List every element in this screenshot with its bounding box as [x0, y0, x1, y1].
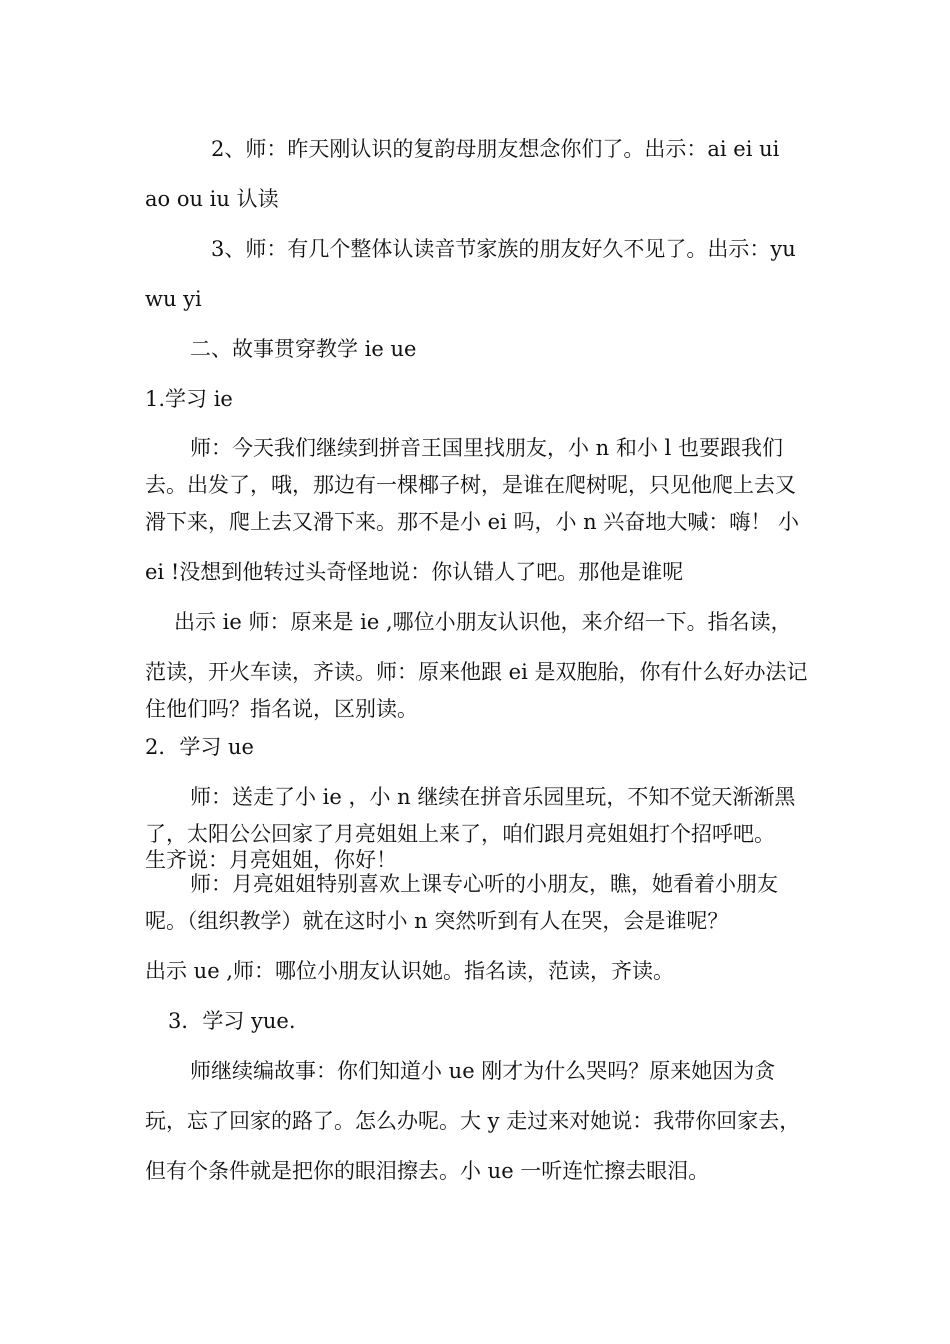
text-line: 范读，开火车读，齐读。师：原来他跟 ei 是双胞胎，你有什么好办法记: [145, 660, 808, 684]
text-line: 生齐说：月亮姐姐，你好！: [145, 848, 397, 872]
text-line: 师：今天我们继续到拼音王国里找朋友，小 n 和小 l 也要跟我们: [190, 436, 783, 460]
text-line: 师：送走了小 ie ，小 n 继续在拼音乐园里玩，不知不觉天渐渐黑: [190, 785, 796, 809]
text-line: 但有个条件就是把你的眼泪擦去。小 ue 一听连忙擦去眼泪。: [145, 1159, 710, 1183]
subsection-heading: 3．学习 yue.: [168, 1009, 296, 1033]
text-line: 滑下来，爬上去又滑下来。那不是小 ei 吗，小 n 兴奋地大喊：嗨！ 小: [145, 510, 800, 534]
section-heading: 二、故事贯穿教学 ie ue: [190, 337, 417, 361]
text-line: 了，太阳公公回家了月亮姐姐上来了，咱们跟月亮姐姐打个招呼吧。: [145, 822, 775, 846]
text-line: 师继续编故事：你们知道小 ue 刚才为什么哭吗？原来她因为贪: [190, 1059, 776, 1083]
text-line: 玩，忘了回家的路了。怎么办呢。大 y 走过来对她说：我带你回家去，: [145, 1109, 801, 1133]
text-line: ao ou iu 认读: [145, 187, 279, 211]
text-line: 呢。（组织教学）就在这时小 n 突然听到有人在哭，会是谁呢？: [145, 909, 729, 933]
text-line: 出示 ue ,师：哪位小朋友认识她。指名读，范读，齐读。: [145, 959, 674, 983]
text-line: 3、师：有几个整体认读音节家族的朋友好久不见了。出示：yu: [211, 237, 796, 261]
text-line: 师：月亮姐姐特别喜欢上课专心听的小朋友，瞧，她看着小朋友: [190, 872, 778, 896]
subsection-heading: 2．学习 ue: [145, 735, 254, 759]
text-line: wu yi: [145, 287, 202, 311]
text-line: 住他们吗？指名说，区别读。: [145, 697, 418, 721]
text-line: 去。出发了，哦，那边有一棵椰子树，是谁在爬树呢，只见他爬上去又: [145, 473, 796, 497]
text-line: 出示 ie 师：原来是 ie ,哪位小朋友认识他，来介绍一下。指名读，: [174, 610, 792, 634]
text-line: ei !没想到他转过头奇怪地说：你认错人了吧。那他是谁呢: [145, 560, 684, 584]
text-line: 2、师：昨天刚认识的复韵母朋友想念你们了。出示：ai ei ui: [211, 137, 780, 161]
subsection-heading: 1.学习 ie: [145, 387, 233, 411]
